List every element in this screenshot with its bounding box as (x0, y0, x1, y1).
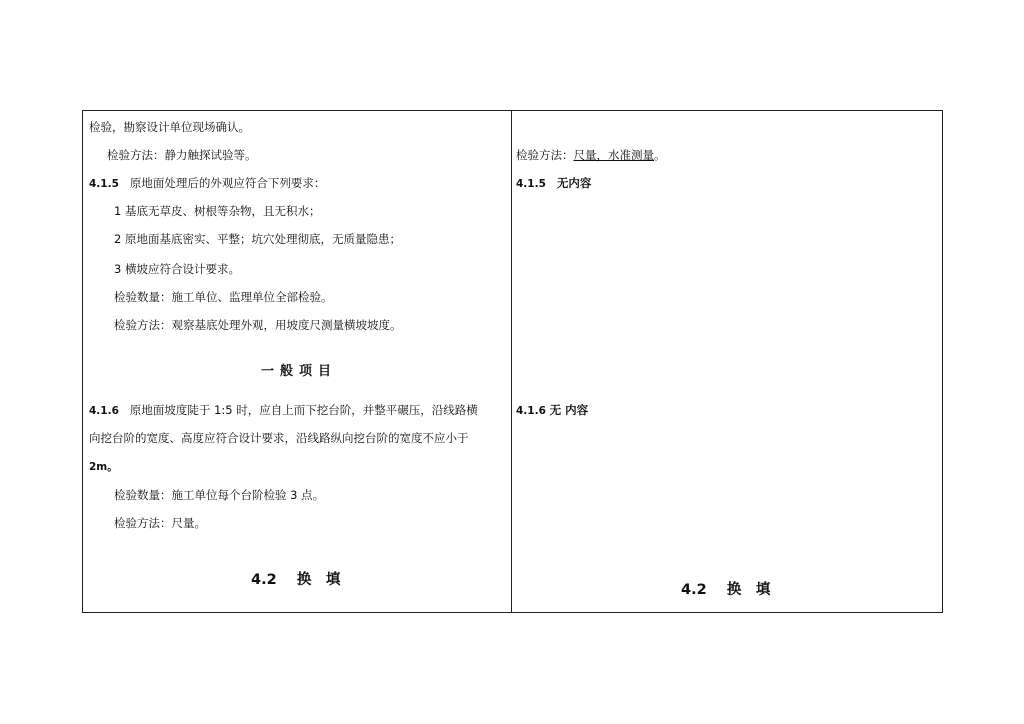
requirement-item-2: 2 原地面基底密实、平整；坑穴处理彻底，无质量隐患； (114, 232, 401, 246)
clause-number: 4.1.6 (516, 405, 546, 417)
comparison-table (82, 110, 943, 613)
section-title: 换 填 (296, 572, 341, 588)
section-heading-right (681, 578, 770, 599)
clause-text: 原地面坡度陡于 1:5 时，应自上而下挖台阶，并整平碾压，沿线路横 (129, 403, 478, 417)
method-value: 尺量，水准测量 (573, 148, 654, 162)
section-number: 4.2 (681, 582, 707, 598)
clause-4-1-6 (89, 403, 478, 418)
left-line-1: 检验，勘察设计单位现场确认。 (89, 120, 250, 134)
right-clause-4-1-6 (516, 403, 588, 418)
method-label: 检验方法： (516, 148, 574, 162)
clause-text: 原地面处理后的外观应符合下列要求： (129, 176, 326, 190)
method-suffix: 。 (654, 148, 666, 162)
inspection-quantity-2: 检验数量：施工单位每个台阶检验 3 点。 (114, 488, 325, 502)
section-number: 4.2 (251, 572, 277, 588)
section-heading-left (251, 568, 340, 589)
clause-4-1-6-line-2: 向挖台阶的宽度、高度应符合设计要求，沿线路纵向挖台阶的宽度不应小于 (89, 431, 469, 445)
left-method-1: 检验方法：静力触探试验等。 (107, 148, 257, 162)
column-divider (511, 111, 512, 612)
right-inspection-method (516, 148, 666, 162)
right-clause-4-1-5 (516, 176, 591, 191)
clause-number: 4.1.5 (516, 178, 546, 190)
clause-text: 无 内容 (549, 403, 589, 417)
clause-number: 4.1.5 (89, 178, 119, 190)
requirement-item-3: 3 横坡应符合设计要求。 (114, 262, 240, 276)
clause-4-1-5 (89, 176, 325, 191)
clause-4-1-6-line-3: 2m。 (89, 461, 118, 473)
inspection-quantity: 检验数量：施工单位、监理单位全部检验。 (114, 290, 333, 304)
section-title: 换 填 (726, 582, 771, 598)
clause-text: 无内容 (556, 176, 592, 190)
inspection-method-2: 检验方法：尺量。 (114, 516, 206, 530)
inspection-method: 检验方法：观察基底处理外观，用坡度尺测量横坡坡度。 (114, 318, 402, 332)
requirement-item-1: 1 基底无草皮、树根等杂物，且无积水； (114, 204, 321, 218)
general-items-heading: 一般项目 (261, 364, 338, 379)
clause-number: 4.1.6 (89, 405, 119, 417)
